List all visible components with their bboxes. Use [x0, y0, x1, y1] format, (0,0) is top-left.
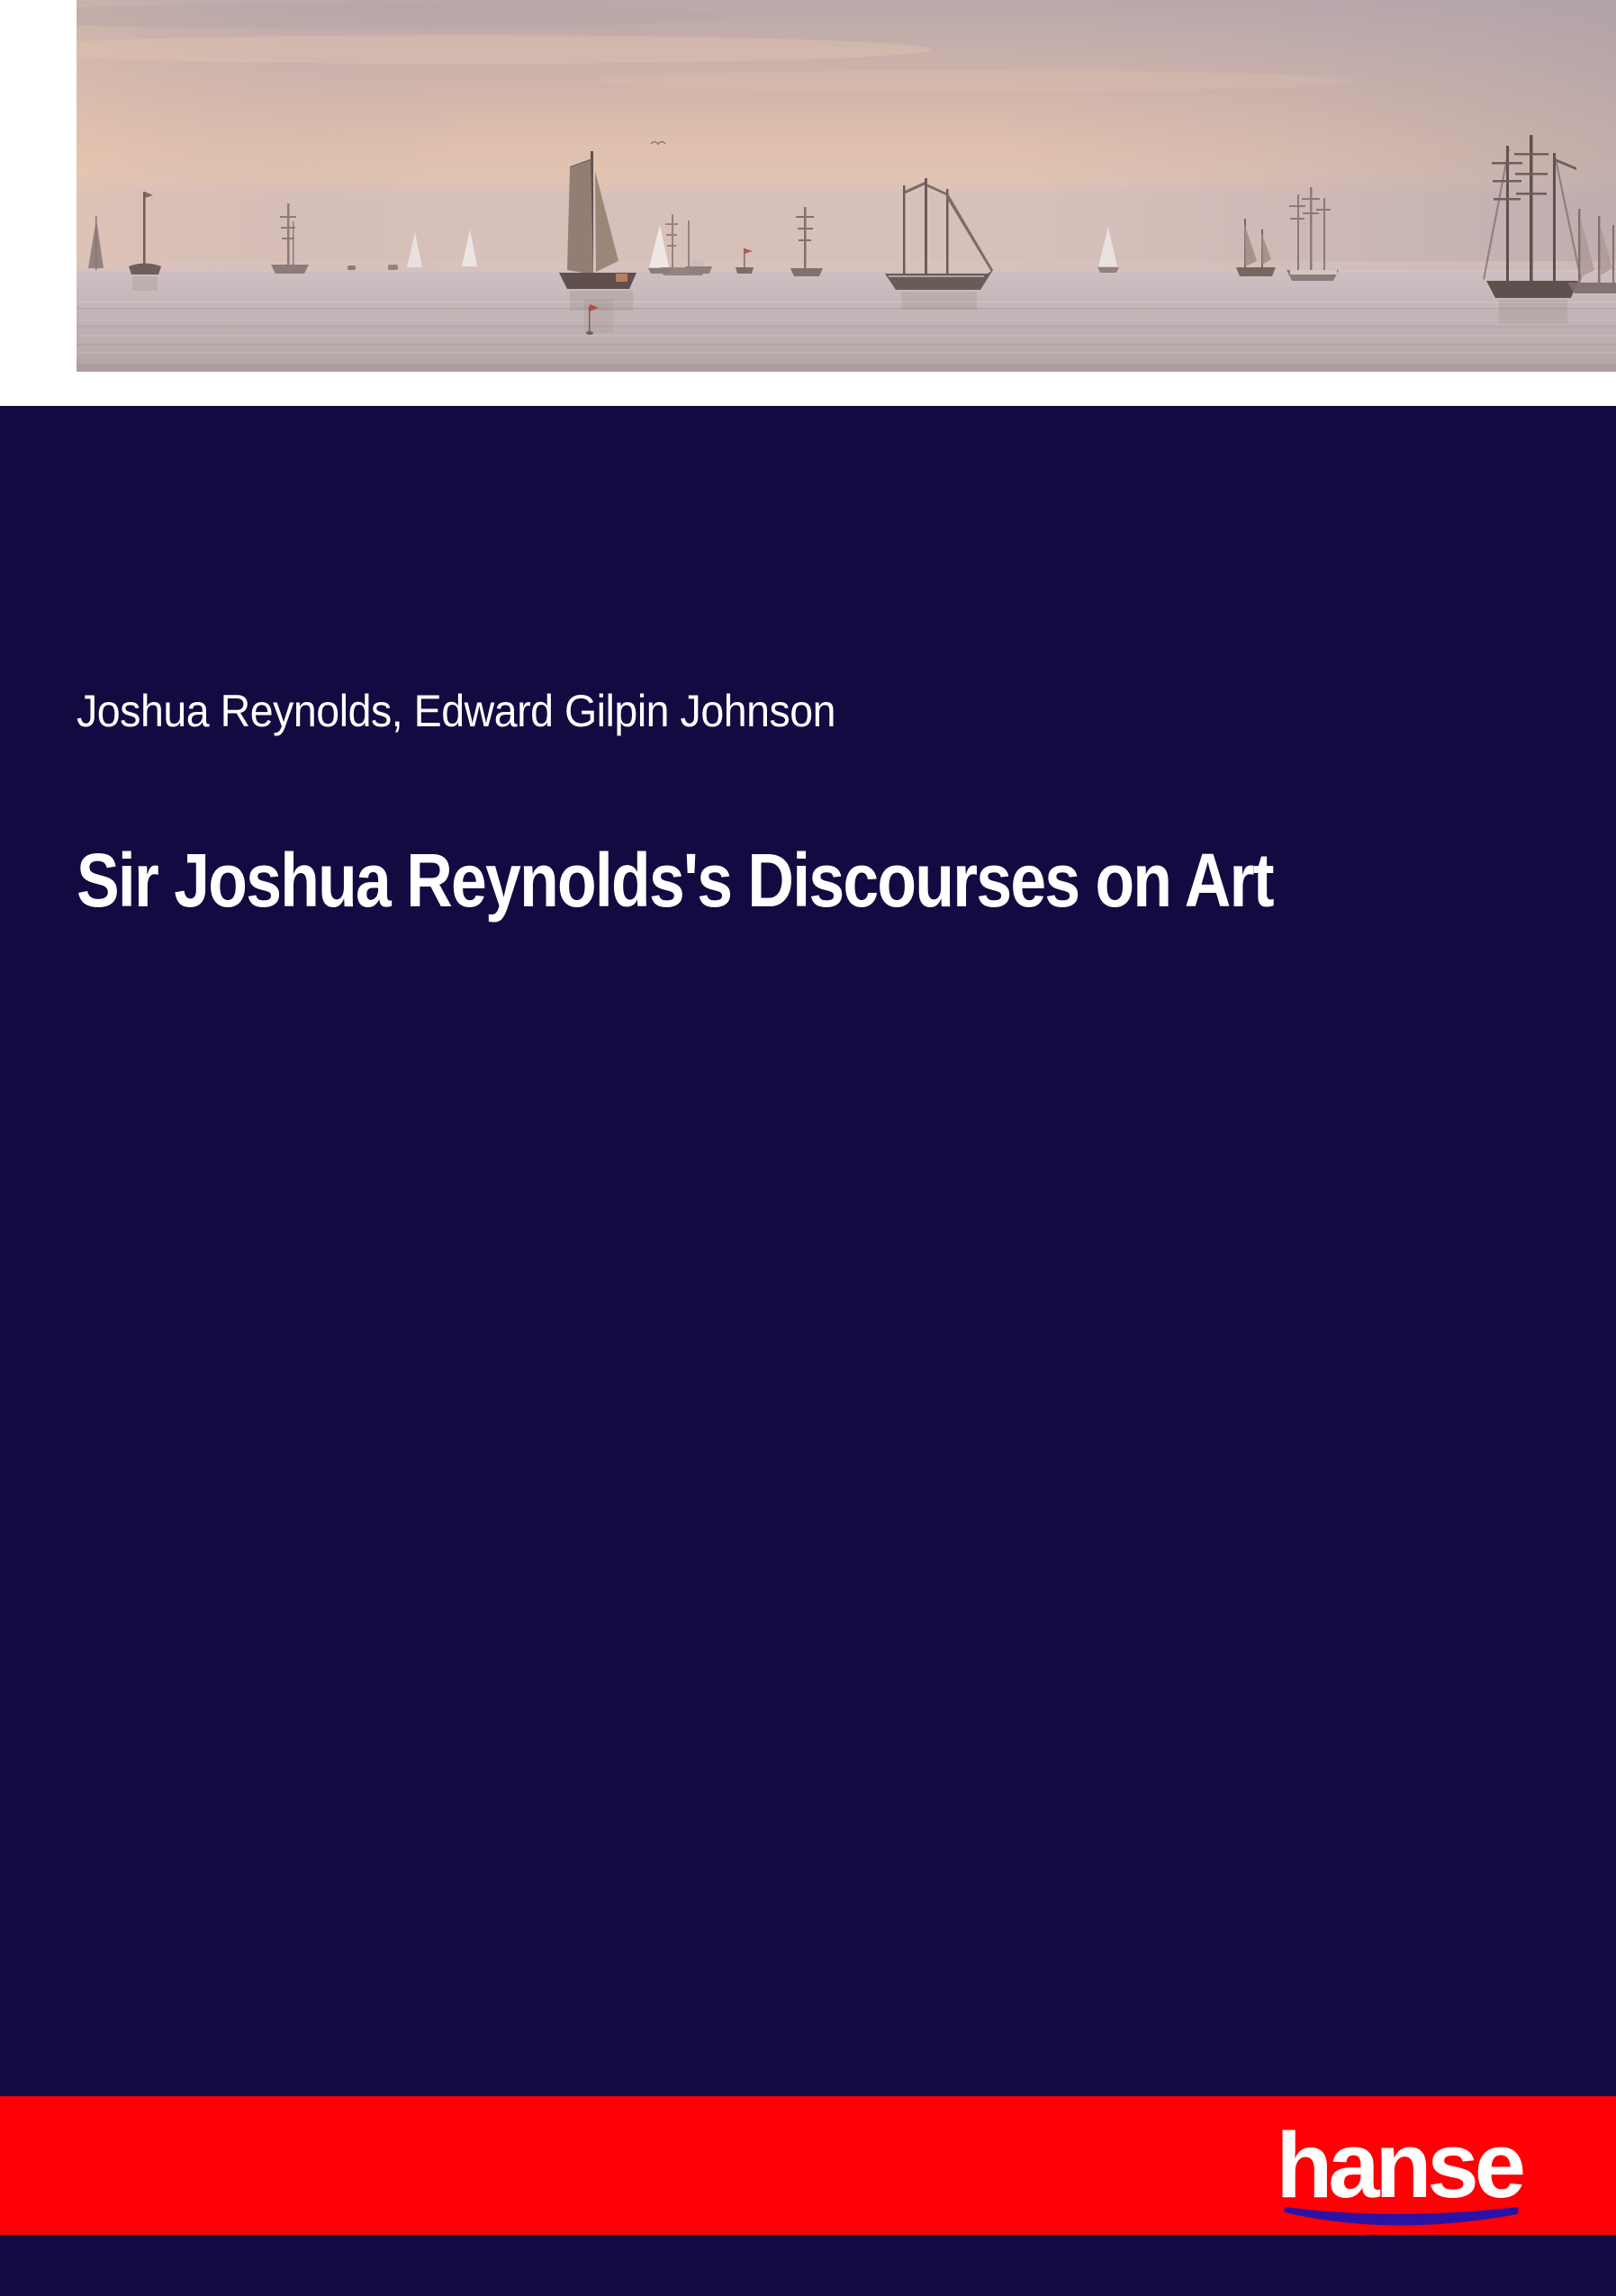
author-line: Joshua Reynolds, Edward Gilpin Johnson — [77, 686, 836, 736]
cover-footer — [0, 2235, 1616, 2296]
hanse-logo: hanse — [1276, 2113, 1521, 2217]
cover-background — [0, 406, 1616, 2096]
book-title: Sir Joshua Reynolds's Discourses on Art — [77, 838, 1273, 923]
cover-photo — [77, 0, 1616, 372]
swoosh-underline-icon — [1282, 2200, 1521, 2228]
sea — [77, 266, 1616, 372]
tall-ships-seascape — [77, 0, 1616, 372]
